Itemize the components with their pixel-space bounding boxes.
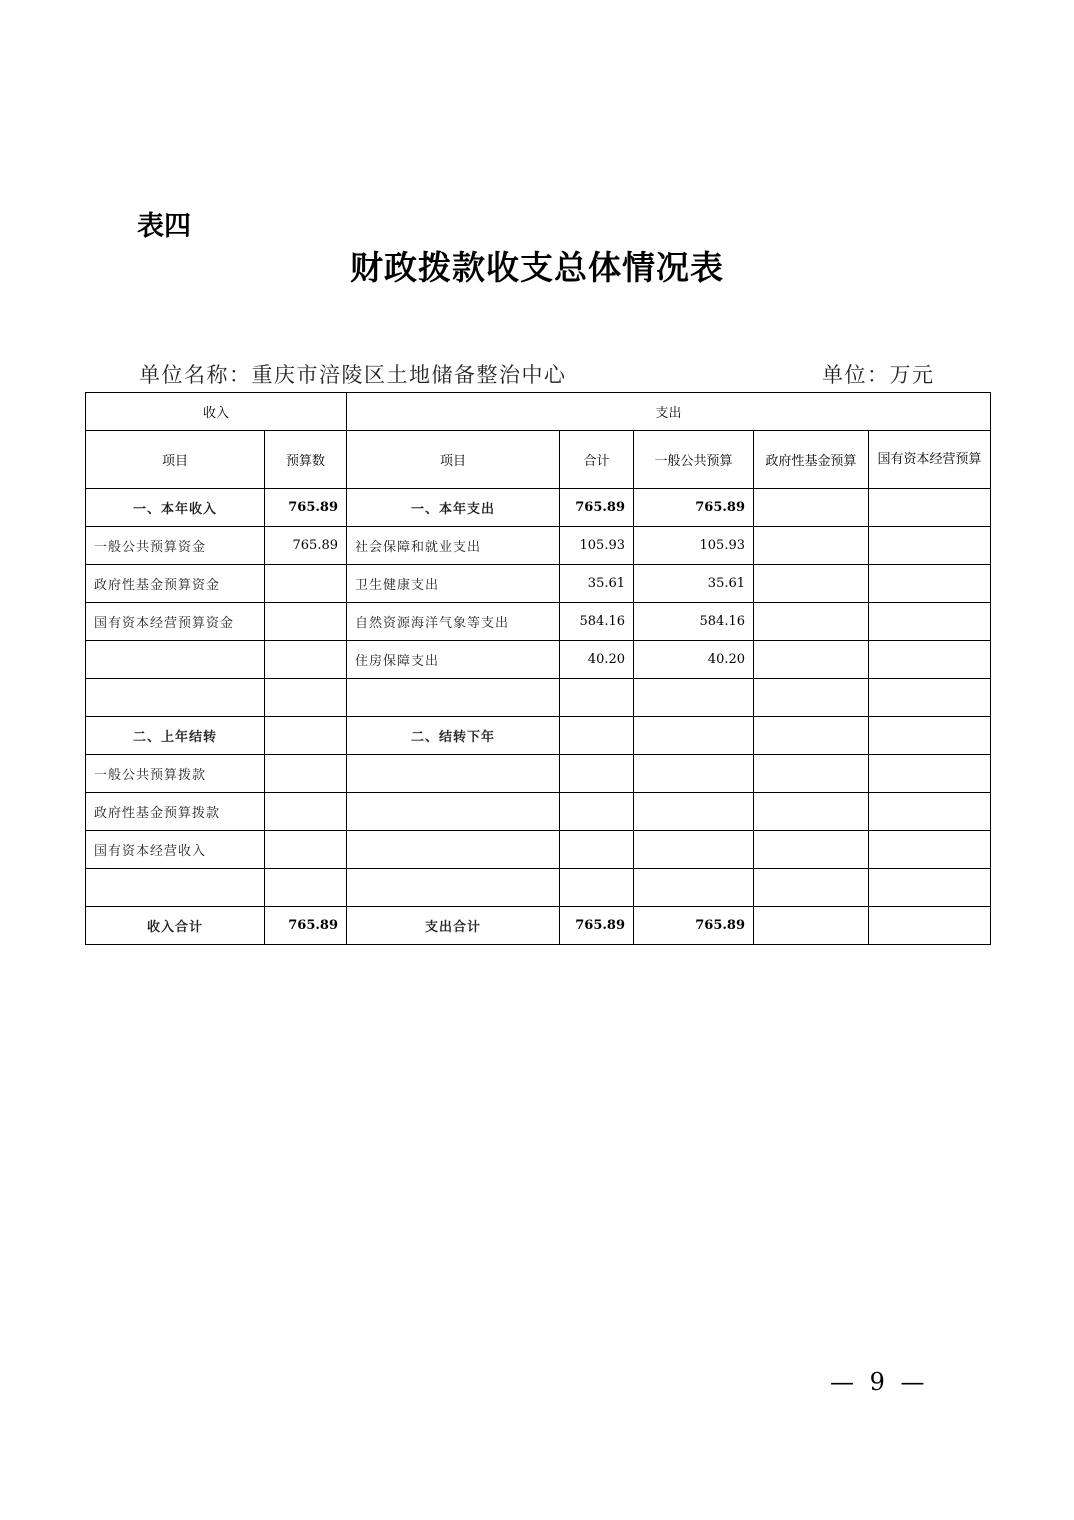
total-cell — [560, 755, 634, 793]
income-item-cell: 国有资本经营收入 — [86, 831, 265, 869]
total-cell: 765.89 — [560, 489, 634, 527]
income-value-cell: 765.89 — [265, 527, 347, 565]
total-cell: 105.93 — [560, 527, 634, 565]
gov-fund-cell — [754, 755, 869, 793]
table-row — [86, 641, 991, 679]
income-item-cell: 政府性基金预算资金 — [86, 565, 265, 603]
state-capital-cell — [869, 565, 991, 603]
gov-fund-cell — [754, 679, 869, 717]
table-row — [86, 603, 991, 641]
income-value-cell: 765.89 — [265, 489, 347, 527]
income-item-cell — [86, 641, 265, 679]
header-row-columns — [86, 431, 991, 489]
general-budget-cell: 765.89 — [634, 489, 754, 527]
expense-item-cell: 一、本年支出 — [347, 489, 560, 527]
income-value-cell — [265, 793, 347, 831]
general-budget-cell — [634, 869, 754, 907]
total-cell — [560, 793, 634, 831]
page-title: 财政拨款收支总体情况表 — [350, 248, 724, 287]
state-capital-cell — [869, 869, 991, 907]
total-cell: 584.16 — [560, 603, 634, 641]
income-value-cell — [265, 565, 347, 603]
table-row — [86, 793, 991, 831]
general-budget-cell: 584.16 — [634, 603, 754, 641]
expense-item-cell — [347, 679, 560, 717]
state-capital-cell — [869, 527, 991, 565]
col-state-capital-budget: 国有资本经营预算 — [869, 431, 991, 489]
income-value-cell — [265, 603, 347, 641]
table-row — [86, 907, 991, 945]
income-value-cell — [265, 679, 347, 717]
state-capital-cell — [869, 755, 991, 793]
expense-item-cell: 二、结转下年 — [347, 717, 560, 755]
income-value-cell — [265, 869, 347, 907]
expense-header: 支出 — [347, 393, 991, 431]
expense-item-cell — [347, 793, 560, 831]
col-income-item: 项目 — [86, 431, 265, 489]
col-total: 合计 — [560, 431, 634, 489]
income-item-cell — [86, 869, 265, 907]
gov-fund-cell — [754, 603, 869, 641]
general-budget-cell: 40.20 — [634, 641, 754, 679]
general-budget-cell — [634, 679, 754, 717]
total-cell — [560, 869, 634, 907]
total-cell — [560, 831, 634, 869]
income-item-cell: 一、本年收入 — [86, 489, 265, 527]
gov-fund-cell — [754, 565, 869, 603]
expense-item-cell — [347, 755, 560, 793]
col-budget: 预算数 — [265, 431, 347, 489]
gov-fund-cell — [754, 907, 869, 945]
general-budget-cell: 105.93 — [634, 527, 754, 565]
state-capital-cell — [869, 907, 991, 945]
col-expense-item: 项目 — [347, 431, 560, 489]
expense-item-cell: 社会保障和就业支出 — [347, 527, 560, 565]
state-capital-cell — [869, 793, 991, 831]
total-cell: 765.89 — [560, 907, 634, 945]
table-row — [86, 755, 991, 793]
gov-fund-cell — [754, 793, 869, 831]
expense-item-cell: 住房保障支出 — [347, 641, 560, 679]
gov-fund-cell — [754, 489, 869, 527]
income-header: 收入 — [86, 393, 347, 431]
header-row-group — [86, 393, 991, 431]
expense-item-cell — [347, 869, 560, 907]
table-number: 表四 — [137, 211, 191, 242]
page-number: — 9 — — [830, 1368, 929, 1396]
state-capital-cell — [869, 679, 991, 717]
income-item-cell — [86, 679, 265, 717]
general-budget-cell — [634, 755, 754, 793]
expense-item-cell: 卫生健康支出 — [347, 565, 560, 603]
income-item-cell: 一般公共预算资金 — [86, 527, 265, 565]
col-gov-fund-budget: 政府性基金预算 — [754, 431, 869, 489]
gov-fund-cell — [754, 527, 869, 565]
col-general-budget: 一般公共预算 — [634, 431, 754, 489]
state-capital-cell — [869, 603, 991, 641]
table-row — [86, 489, 991, 527]
table-row — [86, 565, 991, 603]
gov-fund-cell — [754, 717, 869, 755]
income-value-cell — [265, 755, 347, 793]
unit-name-label: 单位名称：重庆市涪陵区土地储备整治中心 — [139, 363, 567, 387]
state-capital-cell — [869, 831, 991, 869]
state-capital-cell — [869, 489, 991, 527]
fiscal-summary-table — [85, 392, 991, 945]
state-capital-cell — [869, 717, 991, 755]
table-row — [86, 831, 991, 869]
total-cell: 35.61 — [560, 565, 634, 603]
income-item-cell: 一般公共预算拨款 — [86, 755, 265, 793]
total-cell — [560, 717, 634, 755]
income-value-cell — [265, 641, 347, 679]
expense-item-cell: 支出合计 — [347, 907, 560, 945]
table-row — [86, 527, 991, 565]
general-budget-cell — [634, 831, 754, 869]
general-budget-cell: 35.61 — [634, 565, 754, 603]
table-row — [86, 869, 991, 907]
gov-fund-cell — [754, 641, 869, 679]
general-budget-cell — [634, 717, 754, 755]
expense-item-cell: 自然资源海洋气象等支出 — [347, 603, 560, 641]
expense-item-cell — [347, 831, 560, 869]
income-item-cell: 二、上年结转 — [86, 717, 265, 755]
table-row — [86, 679, 991, 717]
income-item-cell: 收入合计 — [86, 907, 265, 945]
gov-fund-cell — [754, 831, 869, 869]
income-item-cell: 政府性基金预算拨款 — [86, 793, 265, 831]
total-cell: 40.20 — [560, 641, 634, 679]
income-value-cell — [265, 717, 347, 755]
gov-fund-cell — [754, 869, 869, 907]
income-item-cell: 国有资本经营预算资金 — [86, 603, 265, 641]
general-budget-cell: 765.89 — [634, 907, 754, 945]
income-value-cell: 765.89 — [265, 907, 347, 945]
general-budget-cell — [634, 793, 754, 831]
total-cell — [560, 679, 634, 717]
state-capital-cell — [869, 641, 991, 679]
income-value-cell — [265, 831, 347, 869]
table-row — [86, 717, 991, 755]
currency-unit-label: 单位：万元 — [822, 363, 935, 387]
